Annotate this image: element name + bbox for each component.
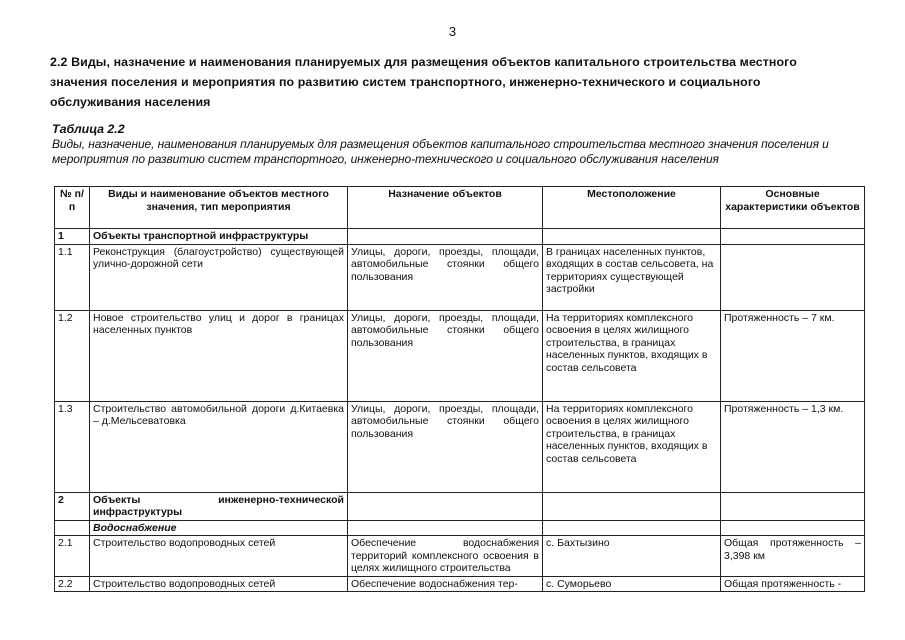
section-row [55,492,865,520]
empty-cell [721,229,865,245]
empty-cell [348,520,543,536]
header-num: № п/п [55,187,90,229]
header-characteristics: Основные характеристики объектов [721,187,865,229]
row-purpose: Обеспечение водоснабжения территорий комплексного освоения в целях жилищного строительства [348,536,543,577]
table-label: Таблица 2.2 [52,122,125,136]
empty-cell [543,492,721,520]
header-kind: Виды и наименование объектов местного значения, тип мероприятия [90,187,348,229]
table-caption: Виды, назначение, наименования планируемых для размещения объектов капитального строительства местного значения поселения и мероприятия по развитию систем транспортного, инженерно-технического и социального обслуживания населения [52,137,829,166]
row-kind: Строительство водопроводных сетей [90,536,348,577]
row-kind: Строительство водопроводных сетей [90,576,348,592]
row-location: На территориях комплексного освоения в целях жилищного строительства, в границах населенных пунктов, входящих в состав сельсовета [543,401,721,492]
empty-cell [55,520,90,536]
row-location: В границах населенных пунктов, входящих в состав сельсовета, на территориях существующей застройки [543,244,721,310]
header-purpose: Назначение объектов [348,187,543,229]
empty-cell [348,229,543,245]
row-location: На территориях комплексного освоения в целях жилищного строительства, в границах населенных пунктов, входящих в состав сельсовета [543,310,721,401]
table-row [55,401,865,492]
empty-cell [721,492,865,520]
row-characteristics: Протяженность – 1,3 км. [721,401,865,492]
row-purpose: Улицы, дороги, проезды, площади, автомобильные стоянки общего пользования [348,401,543,492]
row-kind: Новое строительство улиц и дорог в границах населенных пунктов [90,310,348,401]
subsection-row [55,520,865,536]
objects-table [54,186,865,592]
empty-cell [543,520,721,536]
table-header-row [55,187,865,229]
table-row [55,244,865,310]
empty-cell [543,229,721,245]
row-num: 1.3 [55,401,90,492]
row-purpose: Улицы, дороги, проезды, площади, автомобильные стоянки общего пользования [348,310,543,401]
page-number: 3 [448,24,457,39]
row-characteristics: Общая протяженность – 3,398 км [721,536,865,577]
header-location: Местоположение [543,187,721,229]
table-row [55,310,865,401]
empty-cell [348,492,543,520]
row-num: 1.2 [55,310,90,401]
section-title: Объекты транспортной инфраструктуры [90,229,348,245]
row-num: 1.1 [55,244,90,310]
row-kind: Реконструкция (благоустройство) существующей улично-дорожной сети [90,244,348,310]
row-purpose: Улицы, дороги, проезды, площади, автомобильные стоянки общего пользования [348,244,543,310]
subsection-title: Водоснабжение [90,520,348,536]
row-location: с. Бахтызино [543,536,721,577]
row-num: 2.2 [55,576,90,592]
row-characteristics: Общая протяженность - [721,576,865,592]
section-num: 2 [55,492,90,520]
row-characteristics: Протяженность – 7 км. [721,310,865,401]
table-row [55,576,865,592]
row-kind: Строительство автомобильной дороги д.Китаевка – д.Мельсеватовка [90,401,348,492]
empty-cell [721,520,865,536]
row-num: 2.1 [55,536,90,577]
row-characteristics [721,244,865,310]
section-heading: 2.2 Виды, назначение и наименования планируемых для размещения объектов капитального строительства местного значения поселения и мероприятия по развитию систем транспортного, инженерно-технического и социального обслуживания населения [50,55,797,109]
table-row [55,536,865,577]
row-purpose: Обеспечение водоснабжения тер- [348,576,543,592]
section-title: Объекты инженерно-технической инфраструктуры [90,492,348,520]
row-location: с. Суморьево [543,576,721,592]
section-row [55,229,865,245]
section-num: 1 [55,229,90,245]
